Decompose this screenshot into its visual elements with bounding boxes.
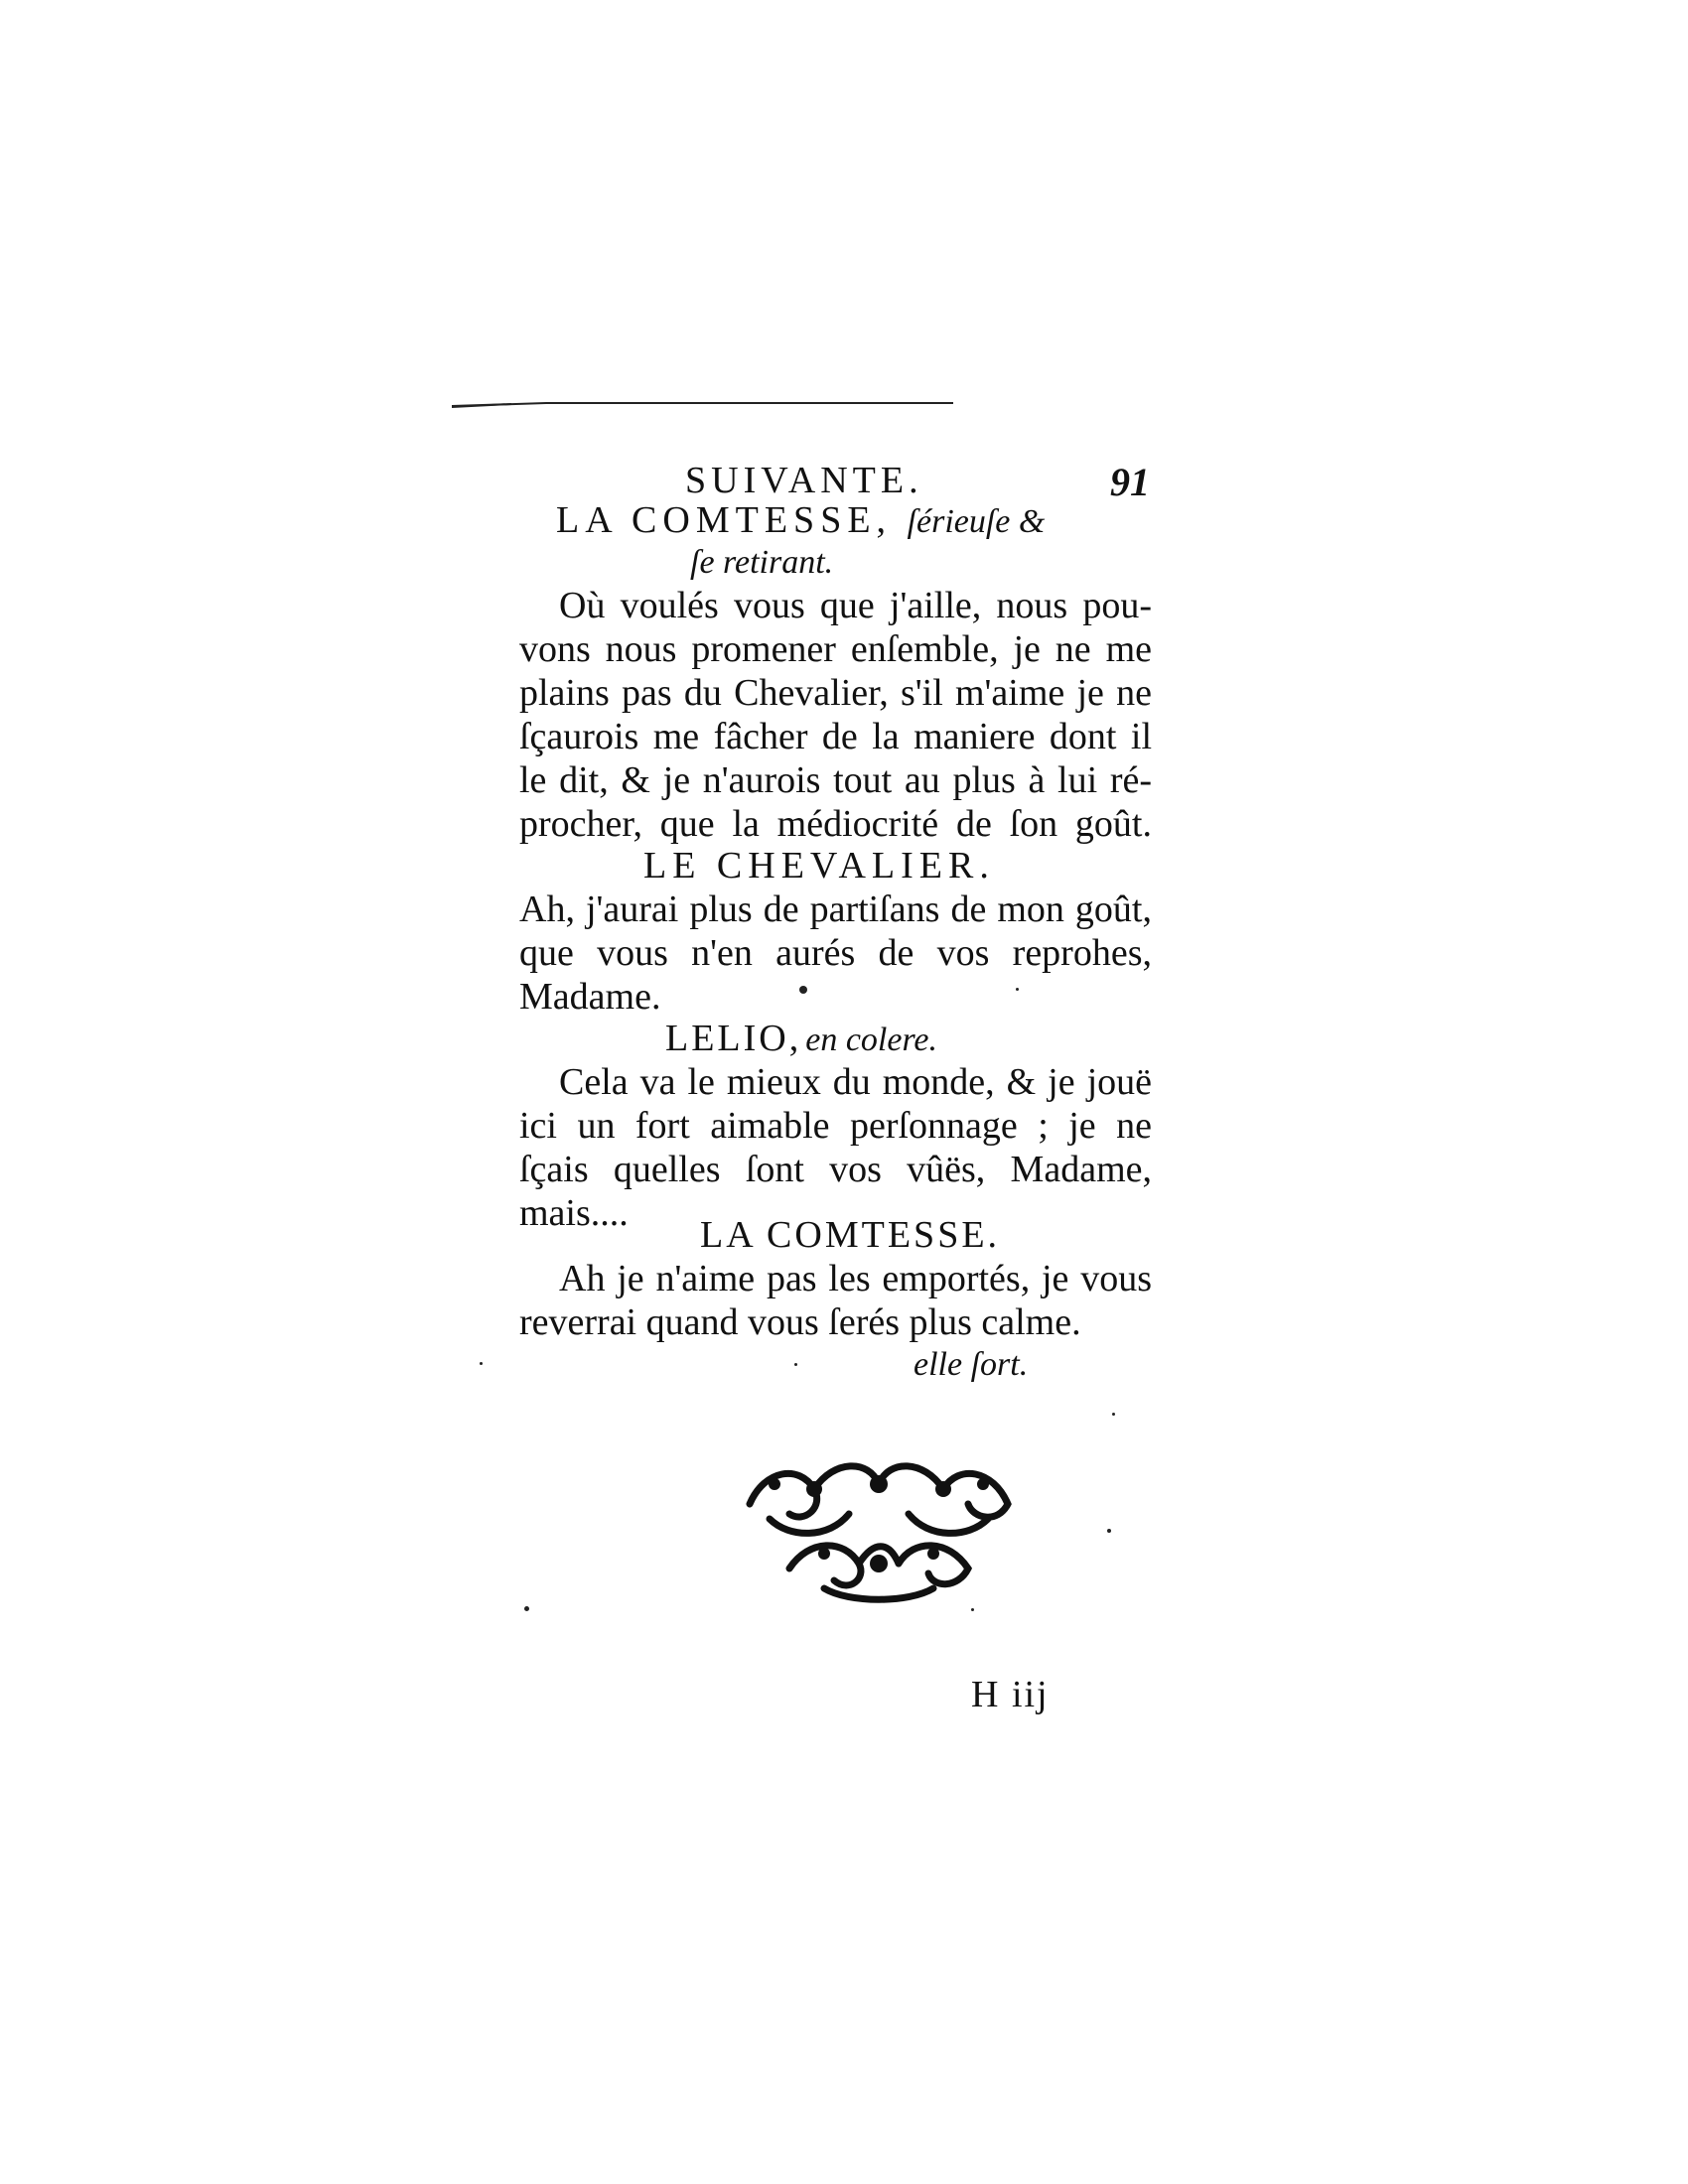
text-line: Où voulés vous que j'aille, nous pou- <box>559 585 1152 626</box>
ink-speck <box>1107 1529 1111 1533</box>
ink-speck <box>480 1362 483 1365</box>
fleuron-ornament <box>730 1430 1028 1608</box>
text-line: ici un fort aimable perſonnage ; je ne <box>519 1105 1152 1147</box>
ink-speck <box>1112 1413 1115 1416</box>
ink-speck <box>799 986 807 994</box>
speaker-lelio <box>665 1017 937 1060</box>
text-line: ſçais quelles ſont vos vûës, Madame, <box>519 1149 1152 1190</box>
text-line: plains pas du Chevalier, s'il m'aime je ne <box>519 672 1152 714</box>
text-line: que vous n'en aurés de vos reprohes, <box>519 932 1152 974</box>
stage-direction: ſérieuſe & <box>907 503 1046 540</box>
text-line: le dit, & je n'aurois tout au plus à lui ré- <box>519 759 1152 801</box>
speaker-name: LELIO, <box>665 1018 802 1059</box>
stage-direction: en colere. <box>805 1022 938 1058</box>
speaker-la-comtesse <box>556 498 1045 542</box>
page-number: 91 <box>1110 460 1150 504</box>
text-line: Ah je n'aime pas les emportés, je vous <box>559 1258 1152 1299</box>
head-rule <box>452 402 953 408</box>
exit-direction: elle ſort. <box>914 1346 1029 1383</box>
speaker-name: LA COMTESSE, <box>556 499 893 541</box>
ink-speck <box>794 1363 797 1366</box>
ink-speck <box>1016 988 1019 991</box>
text-line: reverrai quand vous ſerés plus calme. <box>519 1301 1081 1343</box>
running-head: SUIVANTE. <box>685 460 923 501</box>
text-line: procher, que la médiocrité de ſon goût. <box>519 803 1152 845</box>
text-line: ſçaurois me fâcher de la maniere dont il <box>519 716 1152 757</box>
text-line: Cela va le mieux du monde, & je jouë <box>559 1061 1152 1103</box>
text-line: mais.... <box>519 1192 629 1234</box>
speaker-la-comtesse-2: LA COMTESSE. <box>700 1214 1001 1256</box>
speaker-le-chevalier: LE CHEVALIER. <box>643 845 995 887</box>
stage-direction-cont: ſe retirant. <box>690 544 834 581</box>
ink-speck <box>971 1608 974 1611</box>
signature-mark: H iij <box>971 1674 1050 1715</box>
text-line: Ah, j'aurai plus de partiſans de mon goût, <box>519 888 1152 930</box>
text-line: Madame. <box>519 976 661 1018</box>
ink-speck <box>524 1606 529 1611</box>
text-line: vons nous promener enſemble, je ne me <box>519 628 1152 670</box>
